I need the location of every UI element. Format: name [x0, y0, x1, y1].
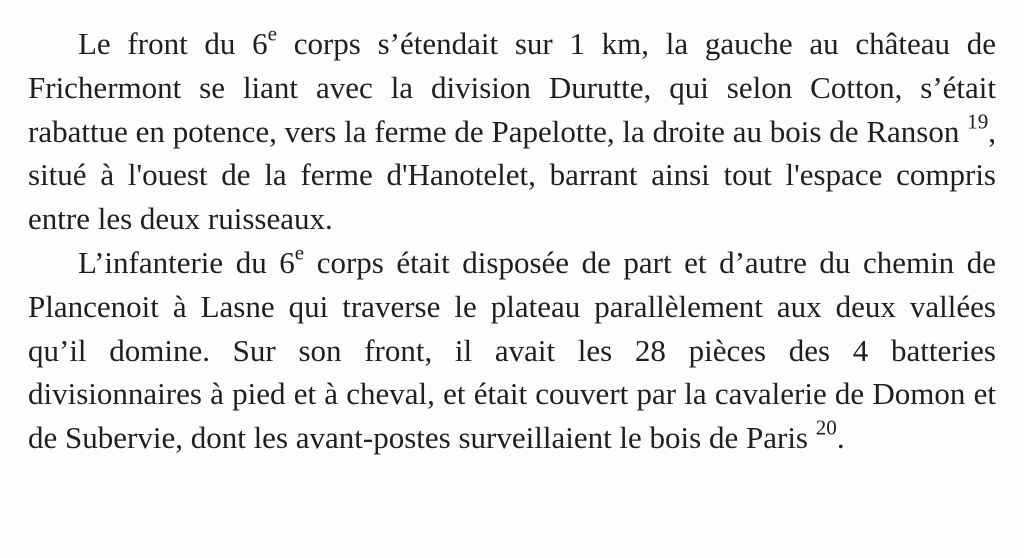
ordinal-superscript: e	[267, 21, 277, 46]
footnote-ref-19[interactable]: 19	[967, 108, 989, 133]
text-segment: corps était disposée de part et d’autre du chemin de Plancenoit à Lasne qui traverse le plateau parallèlement aux deux vallées qu’il domine. Sur son front, il avait les 28 pièces des 4 batteries divisionnaires à pied et à cheval, et était couvert par la cavalerie de Domon et de Subervie, dont les avant-postes surveillaient le bois de Paris	[28, 244, 996, 456]
footnote-ref-20[interactable]: 20	[815, 415, 837, 440]
text-segment: , situé à l'ouest de la ferme d'Hanotelet, barrant ainsi tout l'espace compris entre les deux ruisseaux.	[28, 113, 996, 237]
text-segment: Le front du 6	[78, 26, 268, 61]
text-segment: .	[836, 420, 845, 456]
paragraph-1	[28, 22, 996, 241]
text-segment: L’infanterie du 6	[78, 244, 295, 280]
ordinal-superscript: e	[294, 240, 305, 265]
text-segment: corps s’étendait sur 1 km, la gauche au château de Frichermont se liant avec la division Durutte, qui selon Cotton, s’était rabattue en potence, vers la ferme de Papelotte, la droite au bois de Ranson	[28, 26, 996, 149]
body-text	[28, 22, 996, 460]
paragraph-2	[28, 241, 996, 460]
